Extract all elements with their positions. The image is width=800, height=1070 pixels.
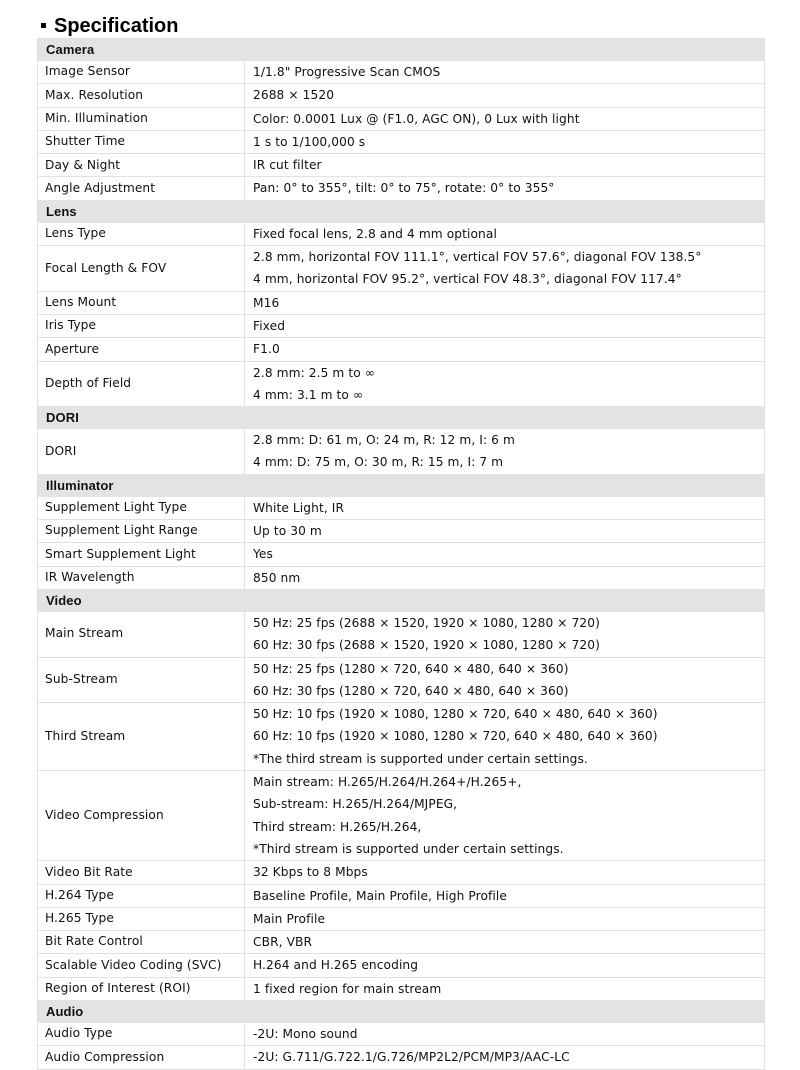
spec-label: H.265 Type [38,907,245,930]
spec-value-line: Up to 30 m [253,524,322,539]
spec-value-line: 2.8 mm, horizontal FOV 111.1°, vertical FOV 57.6°, diagonal FOV 138.5° [253,250,702,265]
spec-value [245,154,765,177]
spec-value [245,1022,765,1045]
table-row [38,361,765,407]
spec-value [245,907,765,930]
spec-value-line: Third stream: H.265/H.264, [253,819,422,834]
square-bullet-icon [41,23,46,28]
spec-label: Day & Night [38,154,245,177]
spec-value [245,291,765,314]
spec-label: Third Stream [38,703,245,771]
spec-label: Max. Resolution [38,84,245,107]
spec-label: Scalable Video Coding (SVC) [38,954,245,977]
spec-value-line: -2U: G.711/G.722.1/G.726/MP2L2/PCM/MP3/AAC-LC [253,1050,570,1065]
spec-value-line: Main Profile [253,911,326,926]
section-title: DORI [38,407,765,429]
spec-value [245,977,765,1000]
spec-label: Focal Length & FOV [38,246,245,292]
spec-label: DORI [38,429,245,475]
spec-value-line: 50 Hz: 10 fps (1920 × 1080, 1280 × 720, 640 × 480, 640 × 360) [253,707,658,722]
spec-value [245,954,765,977]
spec-value-line: 2.8 mm: 2.5 m to ∞ [253,365,376,380]
spec-value-line: 850 nm [253,570,301,585]
spec-label: Lens Mount [38,291,245,314]
specification-table-body [38,39,765,1070]
spec-value [245,84,765,107]
spec-label: Iris Type [38,314,245,337]
spec-value-line: 2.8 mm: D: 61 m, O: 24 m, R: 12 m, I: 6 m [253,433,515,448]
table-row [38,657,765,703]
spec-value-line: *Third stream is supported under certain settings. [253,841,564,856]
spec-value-line: H.264 and H.265 encoding [253,958,419,973]
table-row [38,931,765,954]
spec-value-line: 4 mm, horizontal FOV 95.2°, vertical FOV 48.3°, diagonal FOV 117.4° [253,272,682,287]
table-row [38,107,765,130]
spec-value-line: 4 mm: D: 75 m, O: 30 m, R: 15 m, I: 7 m [253,455,504,470]
table-row [38,1022,765,1045]
spec-value-line: M16 [253,295,280,310]
table-row [38,520,765,543]
spec-value [245,703,765,771]
spec-label: Audio Compression [38,1046,245,1069]
spec-value [245,543,765,566]
spec-value-line: White Light, IR [253,500,345,515]
spec-label: Aperture [38,338,245,361]
spec-label: Video Compression [38,771,245,861]
table-row [38,496,765,519]
section-title: Illuminator [38,474,765,496]
table-row [38,338,765,361]
spec-value [245,429,765,475]
spec-value-line: Sub-stream: H.265/H.264/MJPEG, [253,797,458,812]
table-row [38,543,765,566]
spec-value-line: 2688 × 1520 [253,88,335,103]
spec-value-line: 1 s to 1/100,000 s [253,134,366,149]
spec-label: IR Wavelength [38,566,245,589]
table-row [38,884,765,907]
spec-value [245,861,765,884]
spec-value-line: 1 fixed region for main stream [253,981,442,996]
spec-label: Lens Type [38,222,245,245]
page-title-text: Specification [54,14,179,37]
spec-value [245,657,765,703]
section-title: Camera [38,39,765,61]
spec-label: Supplement Light Range [38,520,245,543]
spec-value [245,931,765,954]
spec-value [245,314,765,337]
spec-page [37,14,764,1070]
spec-value [245,1046,765,1069]
spec-value-line: 4 mm: 3.1 m to ∞ [253,387,364,402]
spec-label: Video Bit Rate [38,861,245,884]
spec-label: Angle Adjustment [38,177,245,200]
spec-value [245,496,765,519]
table-row [38,84,765,107]
section-header [38,1000,765,1022]
page-title [37,14,764,38]
spec-value [245,771,765,861]
section-title: Lens [38,200,765,222]
spec-value-line: 60 Hz: 10 fps (1920 × 1080, 1280 × 720, 640 × 480, 640 × 360) [253,729,658,744]
table-row [38,703,765,771]
spec-value-line: 32 Kbps to 8 Mbps [253,865,368,880]
spec-value [245,222,765,245]
spec-label: Audio Type [38,1022,245,1045]
table-row [38,222,765,245]
table-row [38,771,765,861]
table-row [38,907,765,930]
spec-label: Shutter Time [38,130,245,153]
table-row [38,566,765,589]
spec-label: Depth of Field [38,361,245,407]
section-header [38,39,765,61]
section-header [38,200,765,222]
spec-label: Supplement Light Type [38,496,245,519]
spec-value-line: F1.0 [253,342,280,357]
spec-value [245,884,765,907]
spec-value-line: Fixed focal lens, 2.8 and 4 mm optional [253,226,497,241]
spec-value-line: 60 Hz: 30 fps (1280 × 720, 640 × 480, 640 × 360) [253,683,569,698]
spec-value-line: Main stream: H.265/H.264/H.264+/H.265+, [253,775,522,790]
spec-value-line: -2U: Mono sound [253,1026,358,1041]
spec-value-line: 50 Hz: 25 fps (2688 × 1520, 1920 × 1080, 1280 × 720) [253,615,600,630]
spec-value-line: Color: 0.0001 Lux @ (F1.0, AGC ON), 0 Lux with light [253,111,580,126]
table-row [38,130,765,153]
spec-value-line: 50 Hz: 25 fps (1280 × 720, 640 × 480, 640 × 360) [253,661,569,676]
spec-value [245,611,765,657]
spec-value [245,338,765,361]
spec-value-line: IR cut filter [253,158,322,173]
table-row [38,154,765,177]
spec-value-line: 1/1.8" Progressive Scan CMOS [253,65,441,79]
section-title: Video [38,589,765,611]
spec-value-line: *The third stream is supported under certain settings. [253,751,588,766]
spec-value-line: CBR, VBR [253,935,313,950]
spec-value-line: Baseline Profile, Main Profile, High Profile [253,888,507,903]
table-row [38,429,765,475]
specification-table [37,38,765,1070]
spec-value-line: 60 Hz: 30 fps (2688 × 1520, 1920 × 1080, 1280 × 720) [253,638,600,653]
spec-value-line: Pan: 0° to 355°, tilt: 0° to 75°, rotate: 0° to 355° [253,181,555,196]
spec-value [245,246,765,292]
table-row [38,611,765,657]
spec-value [245,61,765,84]
table-row [38,291,765,314]
spec-value [245,177,765,200]
table-row [38,314,765,337]
spec-label: Sub-Stream [38,657,245,703]
spec-label: Region of Interest (ROI) [38,977,245,1000]
spec-value [245,130,765,153]
spec-value-line: Fixed [253,318,286,333]
table-row [38,977,765,1000]
spec-label: H.264 Type [38,884,245,907]
table-row [38,1046,765,1069]
table-row [38,61,765,84]
section-header [38,474,765,496]
table-row [38,177,765,200]
section-title: Audio [38,1000,765,1022]
spec-value-line: Yes [253,547,273,562]
spec-value [245,566,765,589]
table-row [38,246,765,292]
section-header [38,589,765,611]
spec-label: Smart Supplement Light [38,543,245,566]
spec-label: Min. Illumination [38,107,245,130]
spec-label: Image Sensor [38,61,245,84]
spec-value [245,361,765,407]
table-row [38,954,765,977]
section-header [38,407,765,429]
spec-value [245,107,765,130]
spec-label: Bit Rate Control [38,931,245,954]
spec-label: Main Stream [38,611,245,657]
spec-value [245,520,765,543]
table-row [38,861,765,884]
